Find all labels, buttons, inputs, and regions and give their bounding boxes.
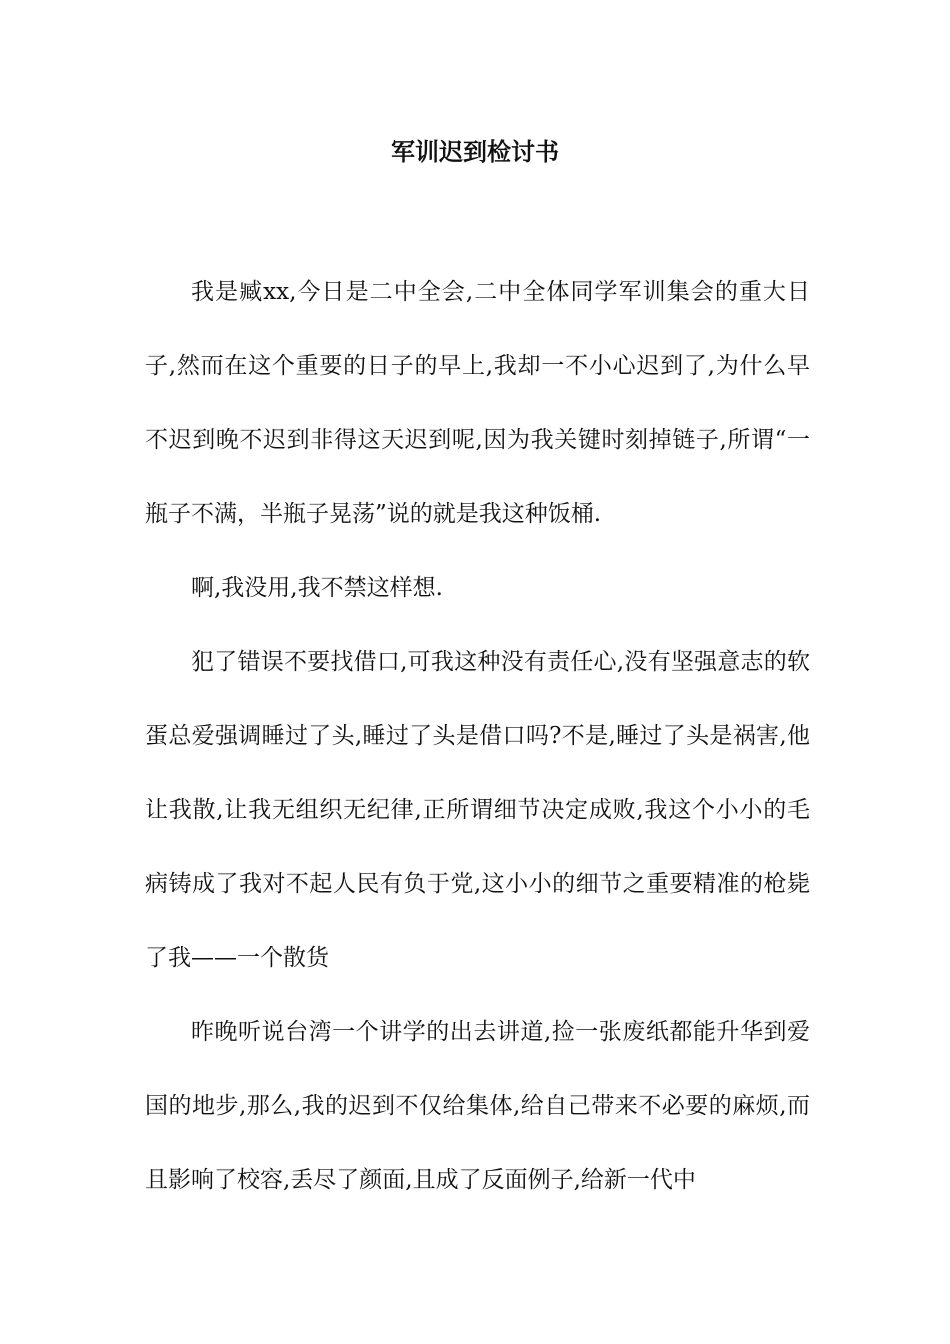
document-title: 军训迟到检讨书 (391, 137, 559, 166)
paragraph: 昨晚听说台湾一个讲学的出去讲道,捡一张废纸都能升华到爱国的地步,那么,我的迟到不仅给集体,给自己带来不必要的麻烦,而且影响了校容,丢尽了颜面,且成了反面例子,给新一代中 (145, 1019, 810, 1193)
paragraph: 我是臧xx,今日是二中全会,二中全体同学军训集会的重大日子,然而在这个重要的日子的早上,我却一不小心迟到了,为什么早不迟到晚不迟到非得这天迟到呢,因为我关键时刻掉链子,所谓“一瓶子不满，半瓶子晃荡”说的就是我这种饭桶. (145, 279, 810, 527)
paragraph: 啊,我没用,我不禁这样想. (191, 575, 443, 601)
paragraph: 犯了错误不要找借口,可我这种没有责任心,没有坚强意志的软蛋总爱强调睡过了头,睡过了头是借口吗?不是,睡过了头是祸害,他让我散,让我无组织无纪律,正所谓细节决定成败,我这个小小的毛病铸成了我对不起人民有负于党,这小小的细节之重要精准的枪毙了我——一个散货 (145, 649, 810, 971)
document-body (145, 255, 810, 1217)
